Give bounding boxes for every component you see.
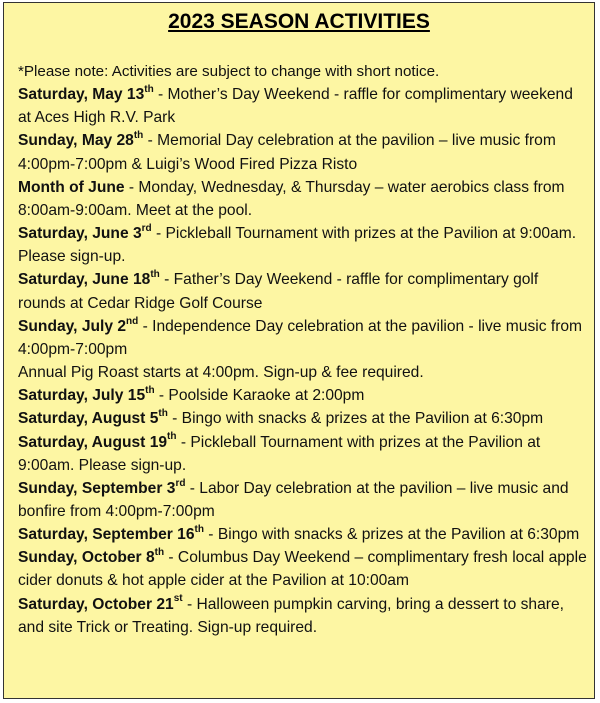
activity-june-month (18, 176, 588, 222)
activity-description: - Independence Day celebration at the pavilion - live music from 4:00pm-7:00pm (18, 317, 583, 358)
activity-date: Saturday, May 13th (18, 83, 154, 104)
activity-description: - Poolside Karaoke at 2:00pm (154, 387, 365, 405)
activity-date: Sunday, October 8th (18, 547, 165, 567)
activity-july-2 (18, 315, 588, 361)
activity-description: - Memorial Day celebration at the pavilion – live music from 4:00pm-7:00pm & Luigi’s Wood Fired Pizza Risto (18, 132, 556, 173)
activity-september-16 (18, 523, 588, 546)
activities-list (18, 60, 588, 639)
activity-june-18 (18, 268, 588, 314)
activity-date: Saturday, August 19th (18, 431, 177, 451)
activity-date: Sunday, May 28th (18, 130, 144, 150)
activity-pig-roast (18, 361, 588, 384)
activity-description: - Bingo with snacks & prizes at the Pavilion at 6:30pm (203, 526, 580, 544)
activity-description: - Columbus Day Weekend – complimentary fresh local apple cider donuts & hot apple cider at the Pavilion at 10:00am (18, 549, 587, 590)
activity-description: Annual Pig Roast starts at 4:00pm. Sign-up & fee required. (18, 364, 424, 382)
notice-text: *Please note: Activities are subject to change with short notice. (18, 63, 440, 80)
activity-date: Saturday, June 3rd (18, 222, 152, 243)
activity-october-21 (18, 593, 588, 639)
activity-august-5 (18, 407, 588, 430)
activity-may-28 (18, 129, 588, 175)
activity-description: - Mother’s Day Weekend - raffle for complimentary weekend at Aces High R.V. Park (18, 86, 573, 127)
activity-october-8 (18, 546, 588, 592)
activity-date: Sunday, September 3rd (18, 477, 186, 497)
activity-september-3 (18, 477, 588, 523)
activity-date: Month of June (18, 178, 125, 196)
activity-date: Sunday, July 2nd (18, 315, 139, 335)
activity-description: - Father’s Day Weekend - raffle for complimentary golf rounds at Cedar Ridge Golf Course (18, 271, 539, 312)
activity-august-19 (18, 431, 588, 477)
activity-description: - Pickleball Tournament with prizes at the Pavilion at 9:00am. Please sign-up. (18, 225, 577, 266)
activity-date: Saturday, October 21st (18, 593, 183, 613)
activity-june-3 (18, 222, 588, 268)
flyer-title: 2023 SEASON ACTIVITIES (168, 10, 430, 33)
activity-date: Saturday, June 18th (18, 269, 160, 289)
activity-may-13 (18, 83, 588, 129)
activity-date: Saturday, August 5th (18, 408, 168, 428)
activity-date: Saturday, September 16th (18, 523, 204, 544)
activity-description: - Labor Day celebration at the pavilion – live music and bonfire from 4:00pm-7:00pm (18, 479, 569, 520)
activity-description: - Monday, Wednesday, & Thursday – water aerobics class from 8:00am-9:00am. Meet at the pool. (18, 178, 565, 219)
activity-description: - Pickleball Tournament with prizes at the Pavilion at 9:00am. Please sign-up. (18, 433, 541, 474)
activities-flyer (3, 2, 595, 699)
activity-date: Saturday, July 15th (18, 385, 155, 405)
activity-july-15 (18, 384, 588, 407)
activity-description: - Halloween pumpkin carving, bring a dessert to share, and site Trick or Treating. Sign-up required. (18, 595, 564, 636)
activity-description: - Bingo with snacks & prizes at the Pavilion at 6:30pm (167, 410, 544, 428)
